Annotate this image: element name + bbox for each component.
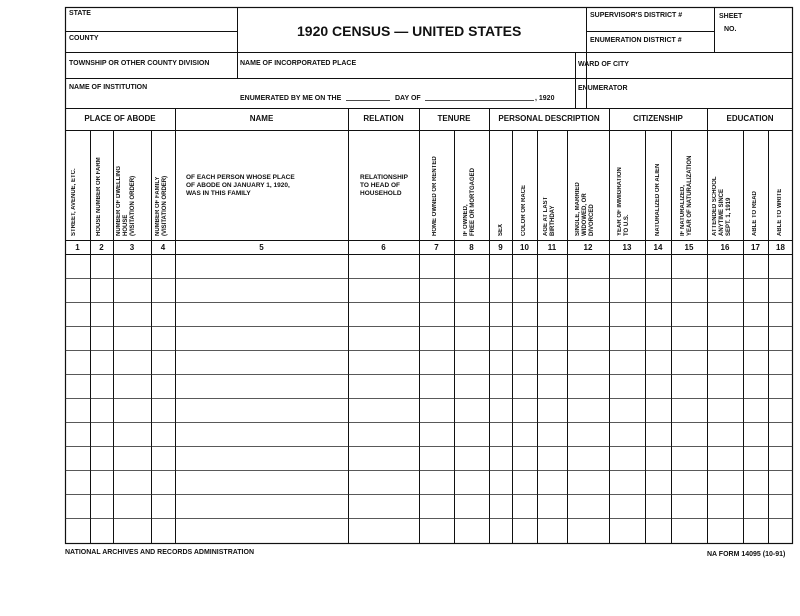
section-citizenship: CITIZENSHIP xyxy=(633,114,683,123)
col-number: 8 xyxy=(469,243,474,252)
col-number: 2 xyxy=(99,243,104,252)
institution-label: NAME OF INSTITUTION xyxy=(69,84,148,91)
col-family-number-header: NUMBER OF FAMILY (VISITATION ORDER) xyxy=(155,175,168,236)
supervisor-district-label: SUPERVISOR'S DISTRICT # xyxy=(590,12,683,19)
enumeration-district-label: ENUMERATION DISTRICT # xyxy=(590,37,682,44)
section-tenure: TENURE xyxy=(437,114,471,123)
col-attended-school-header: ATTENDED SCHOOL ANYTIME SINCE SEPT. 1, 1919 xyxy=(712,176,732,236)
col-relationship-header: RELATIONSHIP TO HEAD OF HOUSEHOLD xyxy=(360,174,408,197)
form-title: 1920 CENSUS — UNITED STATES xyxy=(297,23,522,39)
col-number: 10 xyxy=(520,243,529,252)
col-free-mortgaged-header: IF OWNED, FREE OR MORTGAGED xyxy=(463,167,476,236)
section-name: NAME xyxy=(249,114,274,123)
section-education: EDUCATION xyxy=(726,114,774,123)
col-number: 14 xyxy=(653,243,663,252)
township-label: TOWNSHIP OR OTHER COUNTY DIVISION xyxy=(69,60,210,67)
col-house-number-header: HOUSE NUMBER OR FARM xyxy=(96,157,102,236)
col-name-header: OF EACH PERSON WHOSE PLACE OF ABODE ON JANUARY 1, 1920, WAS IN THIS FAMILY xyxy=(186,174,295,197)
col-number: 9 xyxy=(498,243,503,252)
incorporated-place-label: NAME OF INCORPORATED PLACE xyxy=(240,60,357,67)
col-able-to-write-header: ABLE TO WRITE xyxy=(777,188,783,236)
day-of-label: DAY OF xyxy=(395,95,421,102)
col-naturalized-alien-header: NATURALIZED OR ALIEN xyxy=(655,163,661,236)
county-label: COUNTY xyxy=(69,35,99,42)
col-number: 11 xyxy=(547,243,557,252)
sheet-no-label: NO. xyxy=(724,26,737,33)
col-number: 4 xyxy=(160,243,166,252)
col-number: 6 xyxy=(381,243,386,252)
col-number: 1 xyxy=(75,243,80,252)
section-personal-description: PERSONAL DESCRIPTION xyxy=(498,114,600,123)
col-number: 12 xyxy=(583,243,593,252)
col-number: 17 xyxy=(751,243,760,252)
enumerated-by-label: ENUMERATED BY ME ON THE xyxy=(240,95,342,102)
col-number: 3 xyxy=(129,243,135,252)
col-number: 5 xyxy=(259,243,264,252)
state-label: STATE xyxy=(69,10,91,17)
footer-form-number: NA FORM 14095 (10-91) xyxy=(707,551,786,558)
col-able-to-read-header: ABLE TO READ xyxy=(752,191,758,236)
col-marital-status-header: SINGLE, MARRIED WIDOWED, OR DIVORCED xyxy=(575,182,595,236)
col-color-race-header: COLOR OR RACE xyxy=(521,185,527,236)
col-dwelling-number-header: NUMBER OF DWELLING HOUSE (VISITATION ORDER) xyxy=(116,166,136,236)
footer-agency: NATIONAL ARCHIVES AND RECORDS ADMINISTRATION xyxy=(65,549,254,556)
col-number: 16 xyxy=(720,243,730,252)
ward-label: WARD OF CITY xyxy=(578,61,629,68)
section-relation: RELATION xyxy=(363,114,404,123)
year-label: , 1920 xyxy=(535,95,555,102)
col-age-header: AGE AT LAST BIRTHDAY xyxy=(543,196,556,236)
col-number: 18 xyxy=(776,243,785,252)
col-number: 15 xyxy=(684,243,694,252)
enumerator-label: ENUMERATOR xyxy=(578,85,628,92)
col-naturalization-year-header: IF NATURALIZED, YEAR OF NATURALIZATION xyxy=(680,155,693,236)
col-immigration-year-header: YEAR OF IMMIGRATION TO U.S. xyxy=(617,167,630,236)
col-street-header: STREET, AVENUE, ETC. xyxy=(71,168,77,236)
col-owned-rented-header: HOME OWNED OR RENTED xyxy=(432,156,438,236)
col-number: 13 xyxy=(622,243,632,252)
col-sex-header: SEX xyxy=(498,223,504,236)
sheet-label: SHEET xyxy=(719,13,743,20)
col-number: 7 xyxy=(434,243,439,252)
section-place-of-abode: PLACE OF ABODE xyxy=(84,114,156,123)
